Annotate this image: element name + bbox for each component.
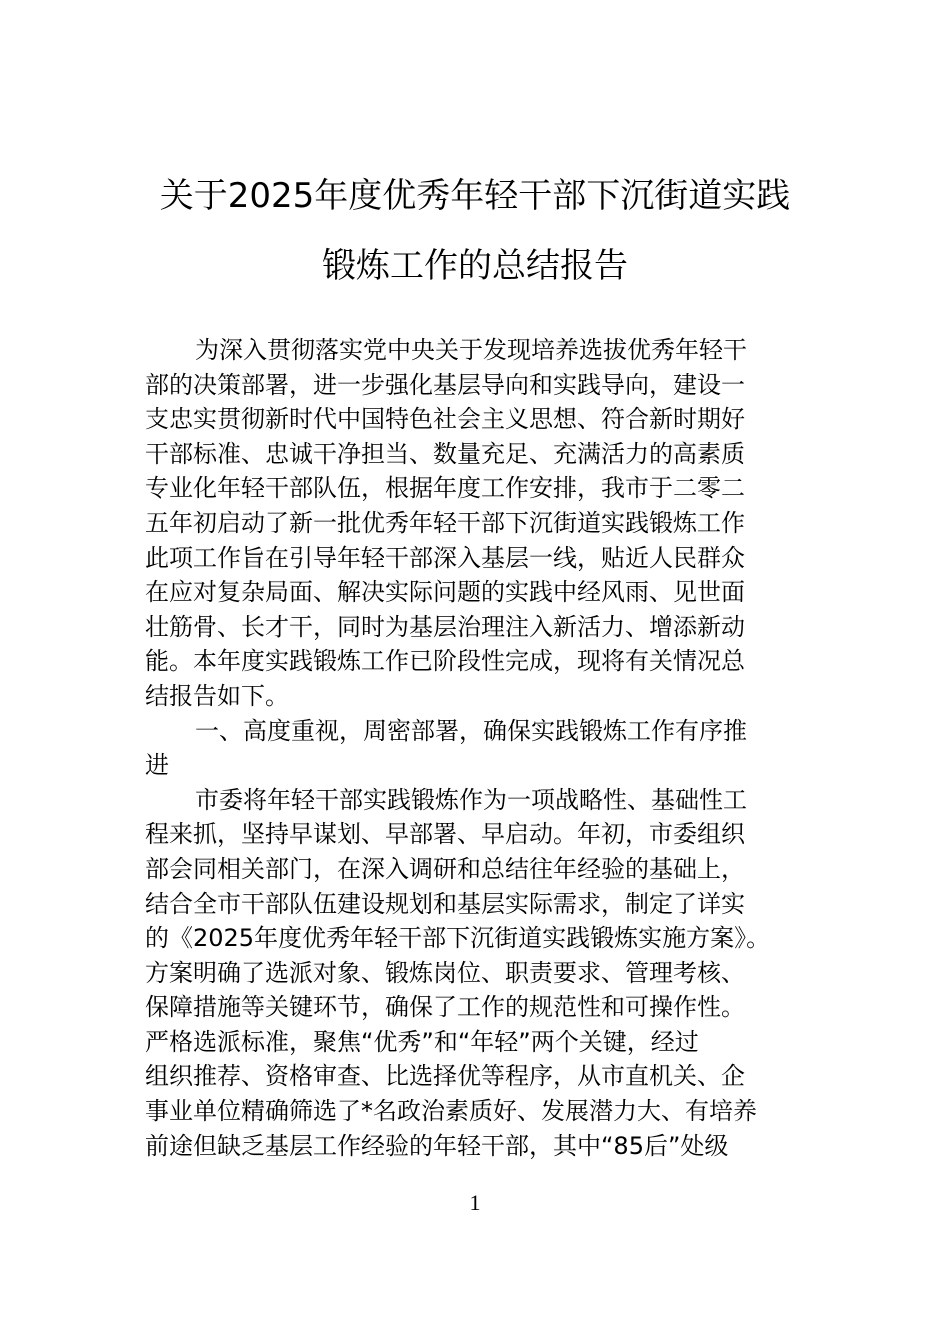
paragraph-line: 能。本年度实践锻炼工作已阶段性完成，现将有关情况总 <box>145 647 745 676</box>
paragraph-line: 前途但缺乏基层工作经验的年轻干部，其中“85后”处级 <box>145 1131 729 1160</box>
paragraph-line: 支忠实贯彻新时代中国特色社会主义思想、符合新时期好 <box>145 405 745 434</box>
paragraph-line: 部会同相关部门，在深入调研和总结往年经验的基础上， <box>145 854 745 883</box>
paragraph-line: 干部标准、忠诚干净担当、数量充足、充满活力的高素质 <box>145 439 745 468</box>
section-heading-line: 进 <box>145 751 169 780</box>
paragraph-line: 严格选派标准，聚焦“优秀”和“年轻”两个关键，经过 <box>145 1027 699 1056</box>
paragraph-line: 专业化年轻干部队伍，根据年度工作安排，我市于二零二 <box>145 474 745 503</box>
paragraph-line: 结报告如下。 <box>145 681 289 710</box>
paragraph-line: 程来抓，坚持早谋划、早部署、早启动。年初，市委组织 <box>145 820 745 849</box>
document-body <box>145 333 825 1163</box>
document-title-line-1: 关于2025年度优秀年轻干部下沉街道实践 <box>159 176 791 216</box>
paragraph-line: 为深入贯彻落实党中央关于发现培养选拔优秀年轻干 <box>195 336 747 364</box>
paragraph-line: 市委将年轻干部实践锻炼作为一项战略性、基础性工 <box>195 785 747 814</box>
paragraph-line: 在应对复杂局面、解决实际问题的实践中经风雨、见世面 <box>145 578 745 607</box>
paragraph-line: 结合全市干部队伍建设规划和基层实际需求，制定了详实 <box>145 889 745 918</box>
paragraph-line: 组织推荐、资格审查、比选择优等程序，从市直机关、企 <box>145 1062 745 1091</box>
paragraph-line: 此项工作旨在引导年轻干部深入基层一线，贴近人民群众 <box>145 543 745 572</box>
paragraph-line: 五年初启动了新一批优秀年轻干部下沉街道实践锻炼工作 <box>145 508 745 537</box>
document-title-line-2: 锻炼工作的总结报告 <box>322 246 628 286</box>
paragraph-line: 保障措施等关键环节，确保了工作的规范性和可操作性。 <box>145 993 745 1022</box>
paragraph-line: 方案明确了选派对象、锻炼岗位、职责要求、管理考核、 <box>145 958 745 987</box>
page-number: 1 <box>469 1190 481 1215</box>
paragraph-line: 部的决策部署，进一步强化基层导向和实践导向，建设一 <box>145 370 745 399</box>
section-heading-line: 一、高度重视，周密部署，确保实践锻炼工作有序推 <box>195 716 747 745</box>
paragraph-line: 事业单位精确筛选了*名政治素质好、发展潜力大、有培养 <box>145 1097 757 1126</box>
paragraph-line: 的《2025年度优秀年轻干部下沉街道实践锻炼实施方案》。 <box>145 924 771 953</box>
paragraph-line: 壮筋骨、长才干，同时为基层治理注入新活力、增添新动 <box>145 612 745 641</box>
